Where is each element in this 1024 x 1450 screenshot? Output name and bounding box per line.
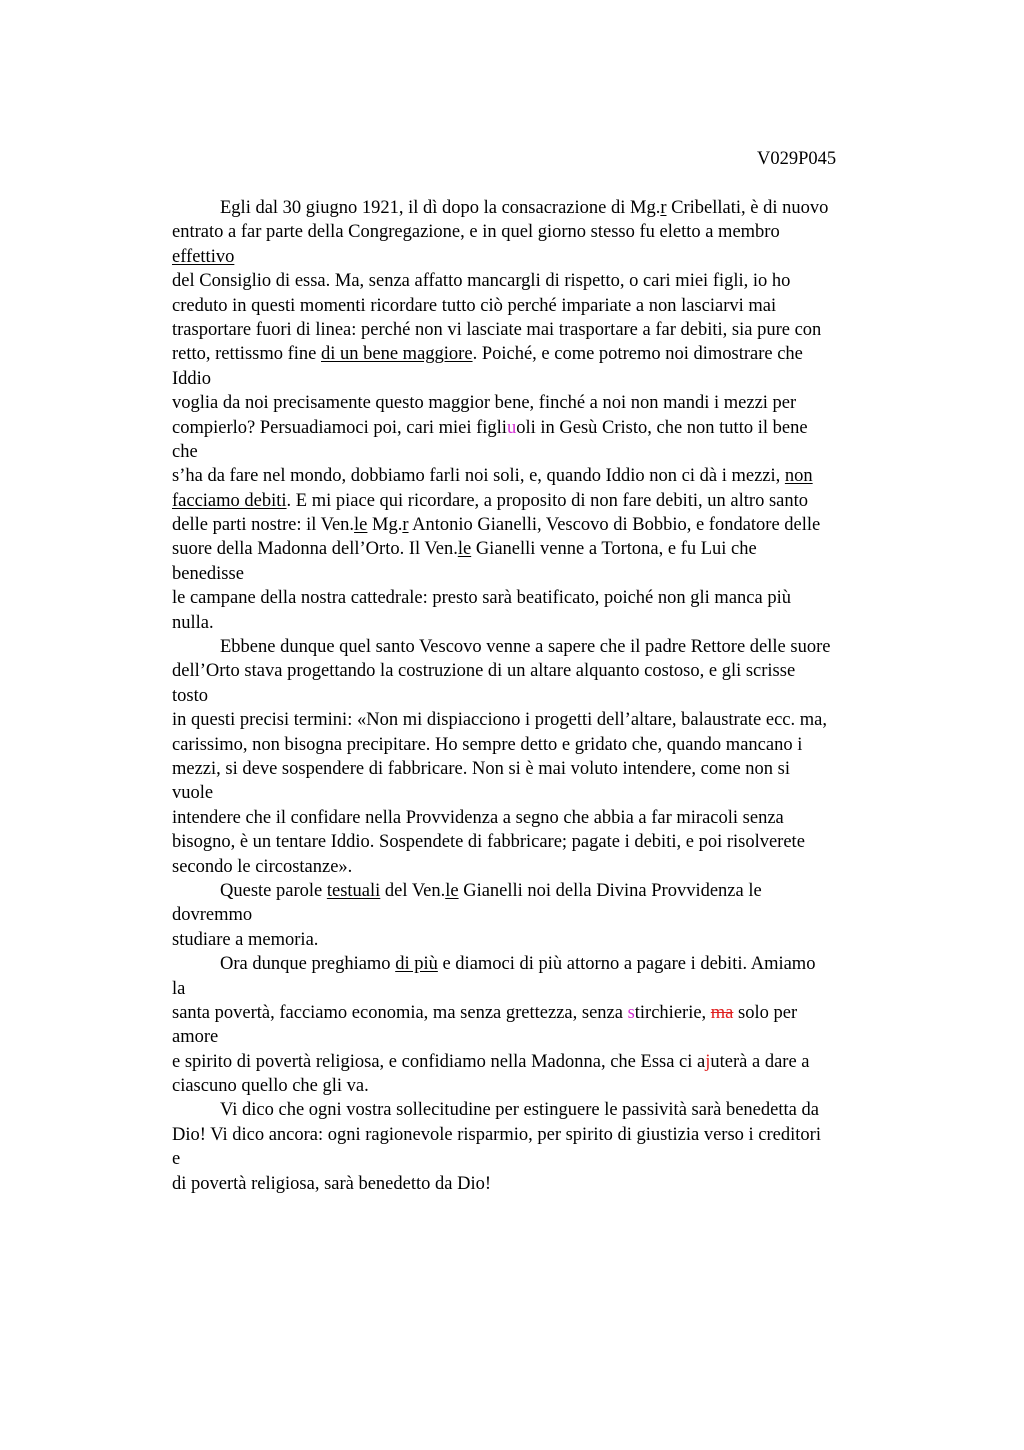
text-line xyxy=(172,806,912,830)
underlined-text: r xyxy=(402,515,409,536)
text-segment: Gianelli noi della Divina Provvidenza le xyxy=(458,880,762,901)
underlined-text: le xyxy=(354,515,368,536)
text-segment: benedisse xyxy=(172,563,244,584)
text-segment: del Ven. xyxy=(380,880,446,901)
text-line xyxy=(172,416,912,440)
text-segment: nulla. xyxy=(172,612,214,633)
text-segment: Antonio Gianelli, Vescovo di Bobbio, e fondatore delle xyxy=(408,515,821,536)
text-segment: tirchierie, xyxy=(634,1002,711,1023)
text-segment: suore della Madonna dell’Orto. Il Ven. xyxy=(172,539,458,560)
text-line xyxy=(172,830,912,854)
text-segment: e spirito di povertà religiosa, e confidiamo nella Madonna, che Essa ci a xyxy=(172,1051,706,1072)
text-segment: creduto in questi momenti ricordare tutto ciò perché impariate a non lasciarvi mai xyxy=(172,295,777,316)
text-line xyxy=(172,537,912,561)
text-segment: compierlo? Persuadiamoci poi, cari miei figli xyxy=(172,417,507,438)
text-segment: ciascuno quello che gli va. xyxy=(172,1076,369,1097)
text-line xyxy=(172,757,912,781)
text-line xyxy=(172,1050,912,1074)
text-line xyxy=(172,684,912,708)
text-line xyxy=(172,513,912,537)
text-segment: la xyxy=(172,978,186,999)
text-segment: di povertà religiosa, sarà benedetto da Dio! xyxy=(172,1173,492,1194)
corrected-letter: j xyxy=(705,1051,711,1072)
text-segment: Dio! Vi dico ancora: ogni ragionevole risparmio, per spirito di giustizia verso i creditori xyxy=(172,1124,821,1145)
underlined-text: di un bene maggiore xyxy=(321,344,473,365)
text-line xyxy=(172,1098,912,1122)
underlined-text: r xyxy=(660,198,667,218)
text-segment: solo per xyxy=(733,1002,798,1023)
text-line xyxy=(172,659,912,683)
underlined-text: facciamo debiti xyxy=(172,490,287,511)
text-segment: in questi precisi termini: «Non mi dispiacciono i progetti dell’altare, balaustrate ecc. ma, xyxy=(172,710,827,731)
text-segment: Vi dico che ogni vostra sollecitudine per estinguere le passività sarà benedetta da xyxy=(220,1100,819,1121)
document-body xyxy=(172,196,912,1196)
text-line xyxy=(172,562,912,586)
inserted-letter: u xyxy=(506,417,517,438)
text-segment: Queste parole xyxy=(220,880,327,901)
struck-word: ma xyxy=(710,1002,734,1023)
text-line xyxy=(172,196,912,220)
text-segment: tosto xyxy=(172,685,208,706)
text-segment: e xyxy=(172,1149,181,1170)
underlined-text: le xyxy=(457,539,472,560)
text-segment: Gianelli venne a Tortona, e fu Lui che xyxy=(471,539,757,560)
text-line xyxy=(172,928,912,952)
text-line xyxy=(172,879,912,903)
inserted-letter: s xyxy=(627,1002,635,1023)
text-segment: Egli dal 30 giugno 1921, il dì dopo la consacrazione di Mg. xyxy=(220,198,661,218)
text-segment: . Poiché, e come potremo noi dimostrare che xyxy=(472,344,803,365)
text-line xyxy=(172,1074,912,1098)
text-segment: amore xyxy=(172,1027,219,1048)
text-segment: retto, rettissmo fine xyxy=(172,344,321,365)
text-line xyxy=(172,635,912,659)
text-segment: dell’Orto stava progettando la costruzione di un altare alquanto costoso, e gli scrisse xyxy=(172,661,796,682)
text-segment: Ora dunque preghiamo xyxy=(220,954,396,975)
text-line xyxy=(172,586,912,610)
text-segment: voglia da noi precisamente questo maggior bene, finché a noi non mandi i mezzi per xyxy=(172,393,797,414)
text-line xyxy=(172,318,912,342)
text-segment: uterà a dare a xyxy=(710,1051,810,1072)
text-segment: secondo le circostanze». xyxy=(172,856,353,877)
text-segment: del Consiglio di essa. Ma, senza affatto mancargli di rispetto, o cari miei figli, io ho xyxy=(172,271,791,292)
text-segment: vuole xyxy=(172,783,214,804)
text-segment: carissimo, non bisogna precipitare. Ho sempre detto e gridato che, quando mancano i xyxy=(172,734,803,755)
text-line xyxy=(172,440,912,464)
text-segment: Iddio xyxy=(172,368,212,389)
text-line xyxy=(172,269,912,293)
underlined-text: le xyxy=(445,880,459,901)
text-segment: trasportare fuori di linea: perché non vi lasciate mai trasportare a far debiti, sia pure con xyxy=(172,319,822,340)
text-line xyxy=(172,1172,912,1196)
text-line xyxy=(172,611,912,635)
text-line xyxy=(172,855,912,879)
text-segment: Cribellati, è di nuovo xyxy=(666,198,829,218)
text-segment: . E mi piace qui ricordare, a proposito di non fare debiti, un altro santo xyxy=(286,490,808,511)
text-segment: studiare a memoria. xyxy=(172,929,319,950)
underlined-text: non xyxy=(784,466,813,487)
text-segment: e diamoci di più attorno a pagare i debiti. Amiamo xyxy=(437,954,816,975)
text-segment: mezzi, si deve sospendere di fabbricare. Non si è mai voluto intendere, come non si xyxy=(172,758,791,779)
underlined-text: di più xyxy=(395,954,438,975)
text-line xyxy=(172,367,912,391)
text-line xyxy=(172,733,912,757)
text-segment: santa povertà, facciamo economia, ma senza grettezza, senza xyxy=(172,1002,628,1023)
underlined-text: testuali xyxy=(326,880,381,901)
text-line xyxy=(172,952,912,976)
text-segment: Ebbene dunque quel santo Vescovo venne a sapere che il padre Rettore delle suore xyxy=(220,637,831,658)
text-line xyxy=(172,464,912,488)
text-segment: bisogno, è un tentare Iddio. Sospendete di fabbricare; pagate i debiti, e poi risolverete xyxy=(172,832,805,853)
text-segment: s’ha da fare nel mondo, dobbiamo farli noi soli, e, quando Iddio non ci dà i mezzi, xyxy=(172,466,785,487)
text-line xyxy=(172,781,912,805)
text-line xyxy=(172,708,912,732)
text-line xyxy=(172,391,912,415)
text-line xyxy=(172,342,912,366)
text-line xyxy=(172,903,912,927)
text-segment: che xyxy=(172,441,198,462)
text-segment: entrato a far parte della Congregazione, e in quel giorno stesso fu eletto a membro xyxy=(172,222,780,243)
underlined-text: effettivo xyxy=(172,246,235,267)
page-id: V029P045 xyxy=(757,149,837,169)
text-line xyxy=(172,1001,912,1025)
text-line xyxy=(172,220,912,244)
text-line xyxy=(172,977,912,1001)
text-line xyxy=(172,1123,912,1147)
text-line xyxy=(172,1147,912,1171)
text-segment: Mg. xyxy=(367,515,403,536)
text-line xyxy=(172,245,912,269)
text-segment: dovremmo xyxy=(172,905,253,926)
text-line xyxy=(172,294,912,318)
text-line xyxy=(172,1025,912,1049)
text-segment: delle parti nostre: il Ven. xyxy=(172,515,355,536)
text-segment: le campane della nostra cattedrale: presto sarà beatificato, poiché non gli manca più xyxy=(172,588,791,609)
text-segment: intendere che il confidare nella Provvidenza a segno che abbia a far miracoli senza xyxy=(172,807,784,828)
text-line xyxy=(172,489,912,513)
text-segment: oli in Gesù Cristo, che non tutto il bene xyxy=(516,417,808,438)
